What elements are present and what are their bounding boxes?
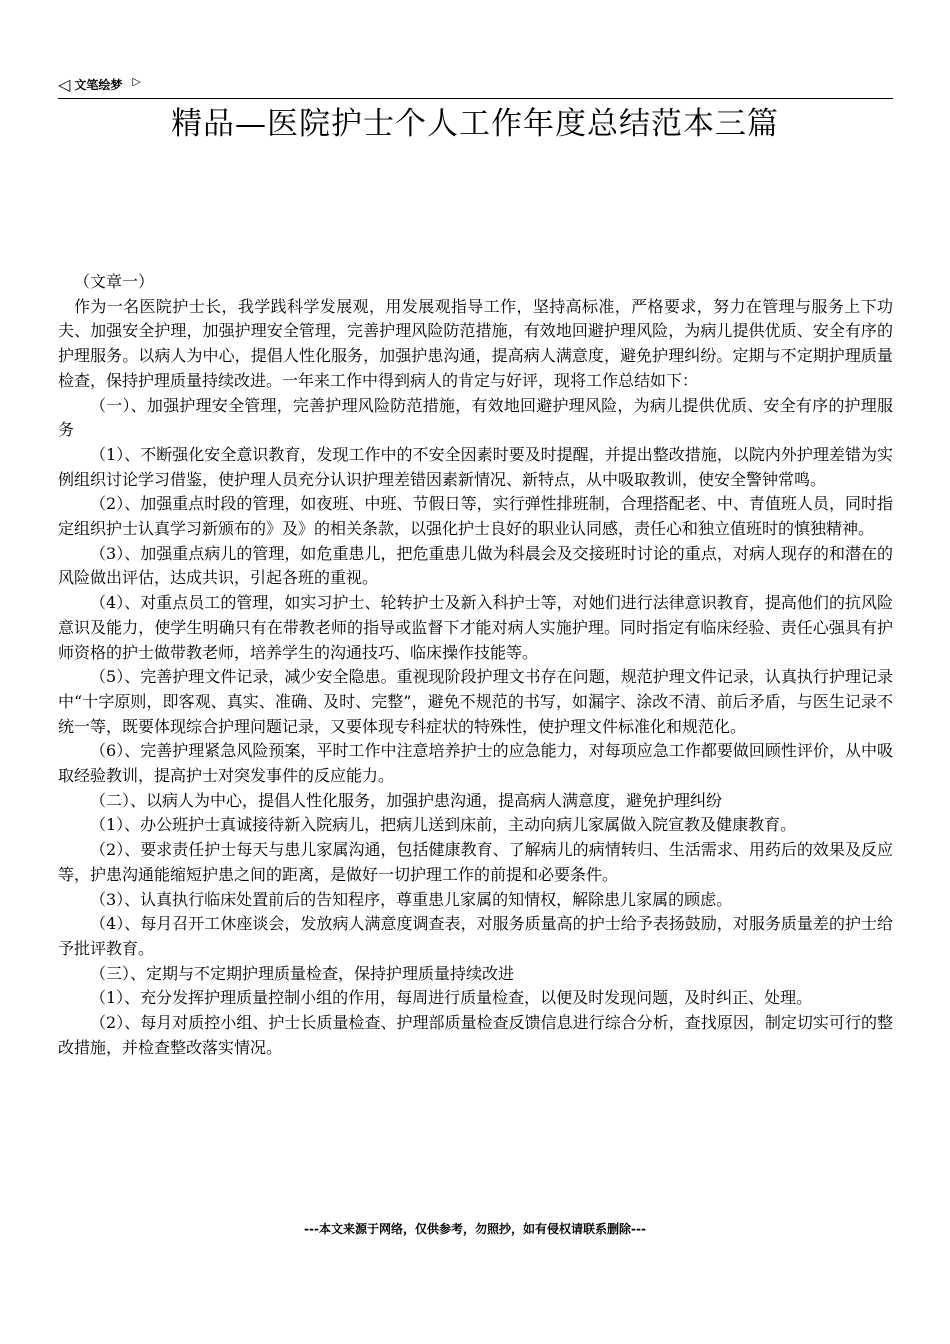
- body-paragraph: （1）、充分发挥护理质量控制小组的作用，每周进行质量检查，以便及时发现问题，及时纠正、处理。: [90, 988, 813, 1008]
- triangle-right-icon: ▷: [132, 75, 141, 88]
- body-paragraph: （1）、办公班护士真诚接待新入院病儿，把病儿送到床前，主动向病儿家属做入院宣教及健康教育。: [90, 815, 797, 835]
- body-paragraph: （1）、不断强化安全意识教育，发现工作中的不安全因素时要及时提醒，并提出整改措施，以院内外护理差错为实例组织讨论学习借鉴，使护理人员充分认识护理差错因素新情况、新特点，从中吸取教训，使安全警钟常鸣。: [58, 444, 893, 489]
- body-paragraph: （5）、完善护理文件记录，减少安全隐患。重视现阶段护理文书存在问题，规范护理文件记录，认真执行护理记录中“十字原则，即客观、真实、准确、及时、完整”，避免不规范的书写，如漏字、涂改不清、前后矛盾，与医生记录不统一等，既要体现综合护理问题记录，又要体现专科症状的特殊性，使护理文件标准化和规范化。: [58, 667, 893, 736]
- body-paragraph: （3）、加强重点病儿的管理，如危重患儿，把危重患儿做为科晨会及交接班时讨论的重点，对病人现存的和潜在的风险做出评估，达成共识，引起各班的重视。: [58, 543, 893, 588]
- section-heading-1: （一）、加强护理安全管理，完善护理风险防范措施，有效地回避护理风险，为病儿提供优质、安全有序的护理服务: [58, 395, 893, 440]
- intro-paragraph: 作为一名医院护士长，我学践科学发展观，用发展观指导工作，坚持高标准，严格要求，努力在管理与服务上下功夫、加强安全护理，加强护理安全管理，完善护理风险防范措施，有效地回避护理风险，为病儿提供优质、安全有序的护理服务。以病人为中心，提倡人性化服务，加强护患沟通，提高病人满意度，避免护理纠纷。定期与不定期护理质量检查，保持护理质量持续改进。一年来工作中得到病人的肯定与好评，现将工作总结如下：: [58, 296, 893, 390]
- body-paragraph: （3）、认真执行临床处置前后的告知程序，尊重患儿家属的知情权，解除患儿家属的顾虑。: [90, 889, 733, 909]
- page-header: [58, 74, 893, 99]
- section-heading-2: （二）、以病人为中心，提倡人性化服务，加强护患沟通，提高病人满意度，避免护理纠纷: [90, 790, 723, 810]
- body-paragraph: （6）、完善护理紧急风险预案，平时工作中注意培养护士的应急能力，对每项应急工作都要做回顾性评价，从中吸取经验教训，提高护士对突发事件的反应能力。: [58, 741, 893, 786]
- section-heading-3: （三）、定期与不定期护理质量检查，保持护理质量持续改进: [90, 963, 515, 983]
- triangle-left-icon: ◁: [58, 74, 71, 94]
- document-body: [58, 270, 893, 1061]
- document-title: 精品—医院护士个人工作年度总结范本三篇: [171, 106, 779, 142]
- body-paragraph: （2）、每月对质控小组、护士长质量检查、护理部质量检查反馈信息进行综合分析，查找原因，制定切实可行的整改措施，并检查整改落实情况。: [58, 1013, 893, 1057]
- body-paragraph: （2）、加强重点时段的管理，如夜班、中班、节假日等，实行弹性排班制，合理搭配老、中、青值班人员，同时指定组织护士认真学习新颁布的》及》的相关条款，以强化护士良好的职业认同感，责任心和独立值班时的慎独精神。: [58, 494, 893, 539]
- brand-logo: [58, 76, 141, 93]
- article-label: （文章一）: [74, 272, 155, 291]
- body-paragraph: （2）、要求责任护士每天与患儿家属沟通，包括健康教育、了解病儿的病情转归、生活需求、用药后的效果及反应等，护患沟通能缩短护患之间的距离，是做好一切护理工作的前提和必要条件。: [58, 840, 893, 884]
- brand-text: 文笔绘梦: [74, 78, 123, 92]
- body-paragraph: （4）、对重点员工的管理，如实习护士、轮转护士及新入科护士等，对她们进行法律意识教育，提高他们的抗风险意识及能力，使学生明确只有在带教老师的指导或监督下才能对病人实施护理。同时指定有临床经验、责任心强具有护师资格的护士做带教老师，培养学生的沟通技巧、临床操作技能等。: [58, 593, 893, 662]
- footer-disclaimer: ---本文来源于网络，仅供参考，勿照抄，如有侵权请联系删除---: [304, 1222, 646, 1236]
- body-paragraph: （4）、每月召开工休座谈会，发放病人满意度调查表，对服务质量高的护士给予表扬鼓励，对服务质量差的护士给予批评教育。: [58, 914, 893, 958]
